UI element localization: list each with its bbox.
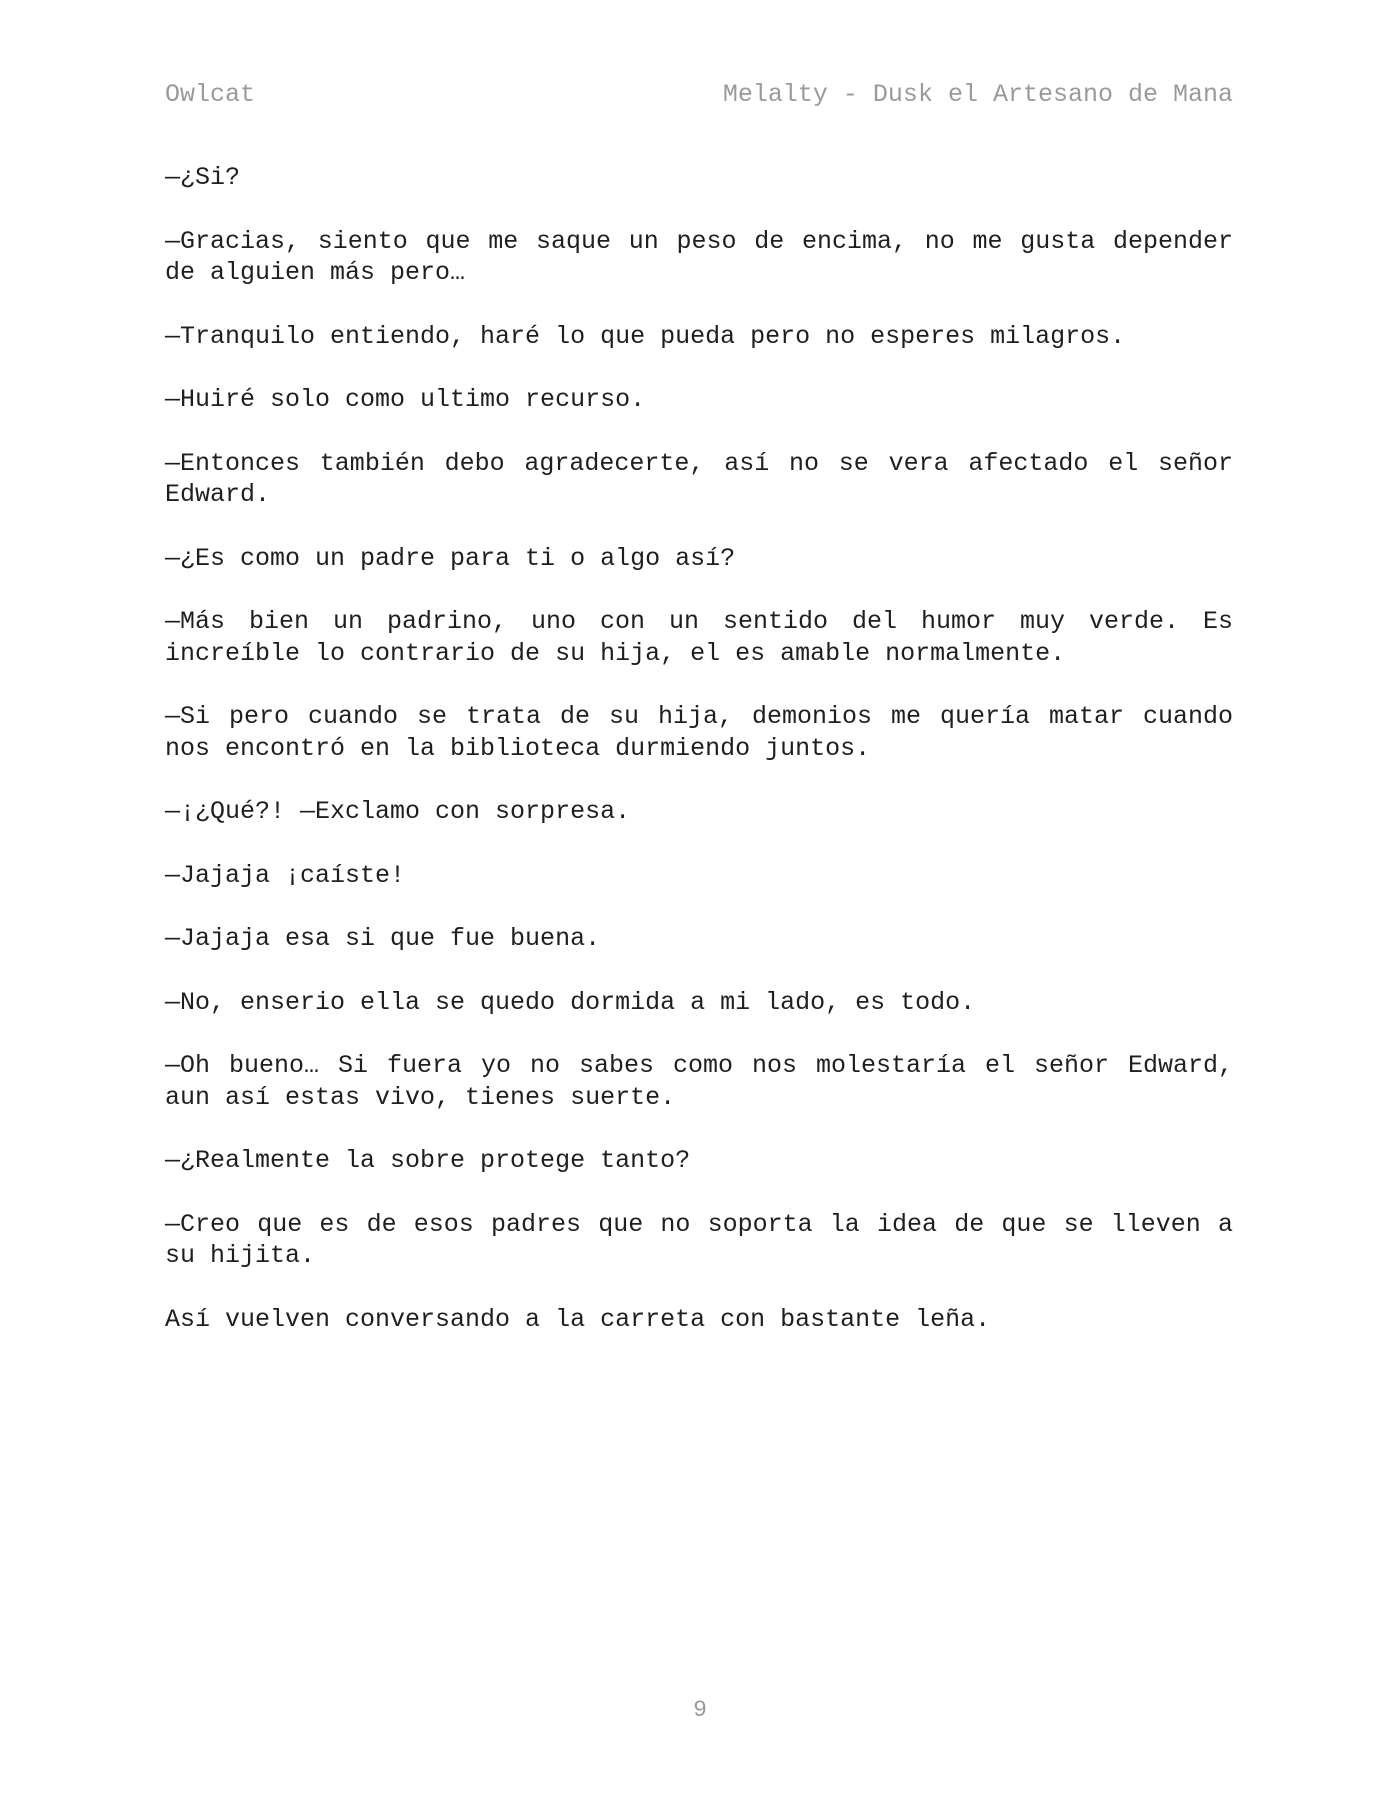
paragraph: —Jajaja esa si que fue buena. (165, 924, 601, 953)
paragraph: —Oh bueno… Si fuera yo no sabes como nos molestaría el señor Edward, aun así estas vivo, tienes suerte. (165, 1051, 1233, 1112)
paragraph: Así vuelven conversando a la carreta con bastante leña. (165, 1304, 991, 1334)
paragraph: —¡¿Qué?! —Exclamo con sorpresa. (165, 797, 631, 826)
header-author: Owlcat (165, 80, 256, 109)
page-number: 9 (693, 1697, 707, 1723)
paragraph: —¿Si? (165, 163, 241, 192)
paragraph: —Huiré solo como ultimo recurso. (165, 385, 646, 414)
paragraph: —¿Realmente la sobre protege tanto? (165, 1146, 691, 1175)
paragraph: —Si pero cuando se trata de su hija, demonios me quería matar cuando nos encontró en la biblioteca durmiendo juntos. (165, 702, 1233, 763)
paragraph: —Jajaja ¡caíste! (165, 860, 406, 890)
header-title: Melalty - Dusk el Artesano de Mana (722, 80, 1233, 109)
paragraph: —No, enserio ella se quedo dormida a mi lado, es todo. (165, 987, 976, 1017)
paragraph: —Gracias, siento que me saque un peso de encima, no me gusta depender de alguien más pero… (165, 226, 1233, 287)
paragraph: —Creo que es de esos padres que no soporta la idea de que se lleven a su hijita. (165, 1209, 1233, 1270)
paragraph: —¿Es como un padre para ti o algo así? (165, 543, 736, 573)
body-text (165, 162, 1233, 1367)
paragraph: —Tranquilo entiendo, haré lo que pueda pero no esperes milagros. (165, 321, 1126, 351)
paragraph: —Más bien un padrino, uno con un sentido del humor muy verde. Es increíble lo contrario de su hija, el es amable normalmente. (165, 607, 1233, 668)
paragraph: —Entonces también debo agradecerte, así no se vera afectado el señor Edward. (165, 448, 1233, 509)
page-header (165, 80, 1233, 114)
